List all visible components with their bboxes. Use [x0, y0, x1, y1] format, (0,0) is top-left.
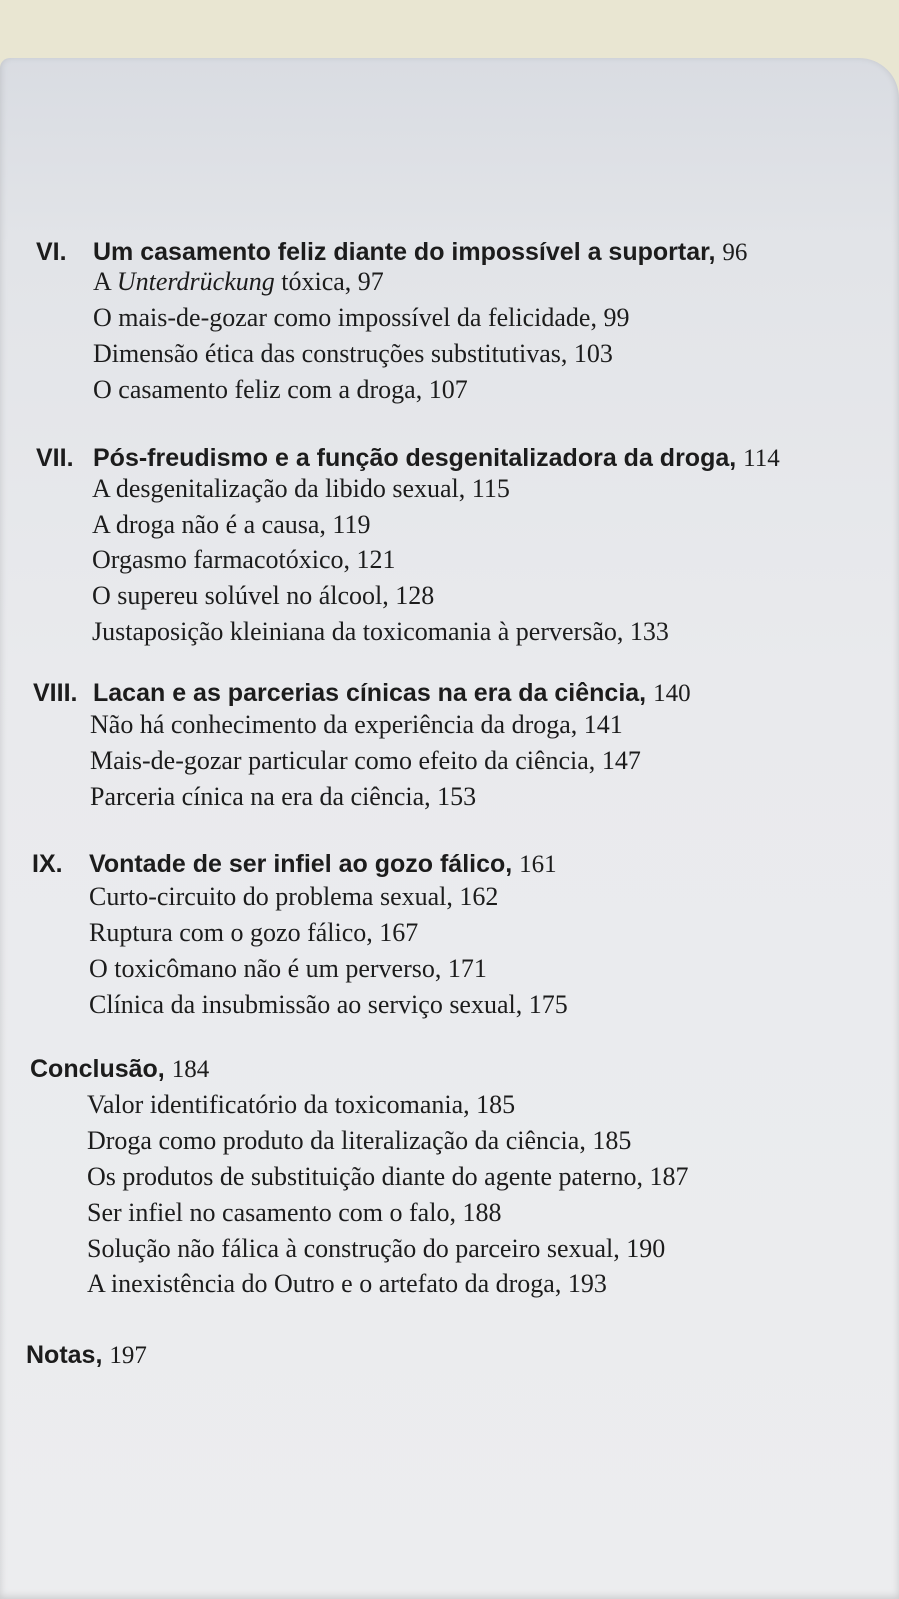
- section-title: Curto-circuito do problema sexual,: [89, 882, 453, 911]
- notes-title: Notas,: [26, 1341, 103, 1369]
- chapter-page: 96: [722, 239, 748, 266]
- section-page: 97: [357, 267, 384, 296]
- section-page: 99: [603, 303, 630, 332]
- section-title: Justaposição kleiniana da toxicomania à perversão,: [92, 617, 624, 646]
- section-page: 121: [356, 545, 396, 574]
- section-title: Dimensão ética das construções substitutivas,: [93, 339, 568, 368]
- section-entry: [89, 989, 568, 1021]
- chapter-number: IX.: [32, 850, 63, 878]
- section-title: Ser infiel no casamento com o falo,: [87, 1198, 456, 1227]
- section-page: 147: [601, 746, 641, 775]
- chapter-title: Lacan e as parcerias cínicas na era da ciência,: [93, 679, 647, 707]
- section-title: Droga como produto da literalização da ciência,: [87, 1126, 586, 1155]
- section-page: 141: [583, 710, 623, 739]
- section-entry: [89, 953, 487, 985]
- section-title: Solução não fálica à construção do parceiro sexual,: [87, 1234, 620, 1263]
- section-title: A droga não é a causa,: [92, 510, 326, 539]
- section-title: O supereu solúvel no álcool,: [92, 581, 389, 610]
- chapter-heading: [32, 848, 557, 881]
- section-page: 193: [567, 1269, 607, 1298]
- chapter-page: 140: [653, 680, 691, 707]
- chapter-title: Vontade de ser infiel ao gozo fálico,: [89, 850, 513, 878]
- section-title: O casamento feliz com a droga,: [93, 375, 423, 404]
- chapter-heading: [33, 677, 691, 710]
- section-page: 167: [379, 918, 419, 947]
- section-page: 153: [437, 782, 477, 811]
- section-page: 162: [459, 882, 499, 911]
- chapter-number: VII.: [36, 444, 74, 472]
- section-entry: [87, 1268, 607, 1300]
- section-entry: [90, 781, 476, 813]
- section-page: 188: [462, 1198, 502, 1227]
- chapter-heading: [36, 236, 747, 269]
- conclusion-title: Conclusão,: [30, 1055, 165, 1083]
- section-entry: [87, 1161, 688, 1193]
- notes-page: 197: [109, 1342, 147, 1369]
- section-title: Os produtos de substituição diante do agente paterno,: [87, 1162, 643, 1191]
- section-title-suffix: tóxica,: [274, 267, 352, 296]
- section-entry: [90, 745, 641, 777]
- section-entry: [90, 709, 623, 741]
- section-title: Ruptura com o gozo fálico,: [89, 918, 373, 947]
- section-entry: [87, 1125, 631, 1157]
- section-title-prefix: A: [93, 267, 117, 296]
- section-page: 119: [332, 510, 371, 539]
- section-entry: [87, 1089, 515, 1121]
- section-entry: [93, 266, 384, 298]
- section-title-italic: Unterdrückung: [116, 267, 275, 296]
- chapter-number: VI.: [36, 238, 67, 266]
- section-title: Não há conhecimento da experiência da droga,: [90, 710, 578, 739]
- chapter-title: Pós-freudismo e a função desgenitalizadora da droga,: [93, 444, 737, 472]
- section-page: 128: [395, 581, 435, 610]
- chapter-title: Um casamento feliz diante do impossível a suportar,: [93, 238, 716, 266]
- section-entry: [93, 338, 613, 370]
- section-title: Valor identificatório da toxicomania,: [87, 1090, 470, 1119]
- section-title: O toxicômano não é um perverso,: [89, 954, 442, 983]
- section-page: 107: [428, 375, 468, 404]
- conclusion-page: 184: [171, 1056, 210, 1083]
- section-entry: [89, 881, 498, 913]
- section-entry: [93, 374, 468, 406]
- section-title: O mais-de-gozar como impossível da felicidade,: [93, 303, 597, 332]
- section-page: 171: [447, 954, 487, 983]
- section-title: Parceria cínica na era da ciência,: [90, 782, 431, 811]
- section-entry: [92, 544, 396, 576]
- section-entry: [92, 473, 510, 505]
- chapter-page: 114: [743, 445, 780, 472]
- conclusion-heading: [30, 1053, 209, 1086]
- section-page: 103: [573, 339, 613, 368]
- section-page: 115: [471, 474, 510, 503]
- chapter-heading: [36, 442, 780, 475]
- section-title: Clínica da insubmissão ao serviço sexual,: [89, 990, 523, 1019]
- section-entry: [93, 302, 629, 334]
- section-entry: [92, 509, 370, 541]
- section-entry: [89, 917, 418, 949]
- section-title: A inexistência do Outro e o artefato da droga,: [87, 1269, 562, 1298]
- section-page: 185: [476, 1090, 516, 1119]
- section-title: Orgasmo farmacotóxico,: [92, 545, 350, 574]
- notes-heading: [26, 1339, 147, 1372]
- section-page: 185: [592, 1126, 632, 1155]
- chapter-number: VIII.: [33, 679, 78, 707]
- section-page: 133: [629, 617, 669, 646]
- section-title: A desgenitalização da libido sexual,: [92, 474, 466, 503]
- section-page: 190: [626, 1234, 666, 1263]
- section-title: Mais-de-gozar particular como efeito da ciência,: [90, 746, 596, 775]
- section-entry: [87, 1233, 665, 1265]
- section-entry: [92, 580, 434, 612]
- section-entry: [87, 1197, 501, 1229]
- section-entry: [92, 616, 669, 648]
- section-page: 187: [649, 1162, 689, 1191]
- section-page: 175: [528, 990, 568, 1019]
- chapter-page: 161: [519, 851, 557, 878]
